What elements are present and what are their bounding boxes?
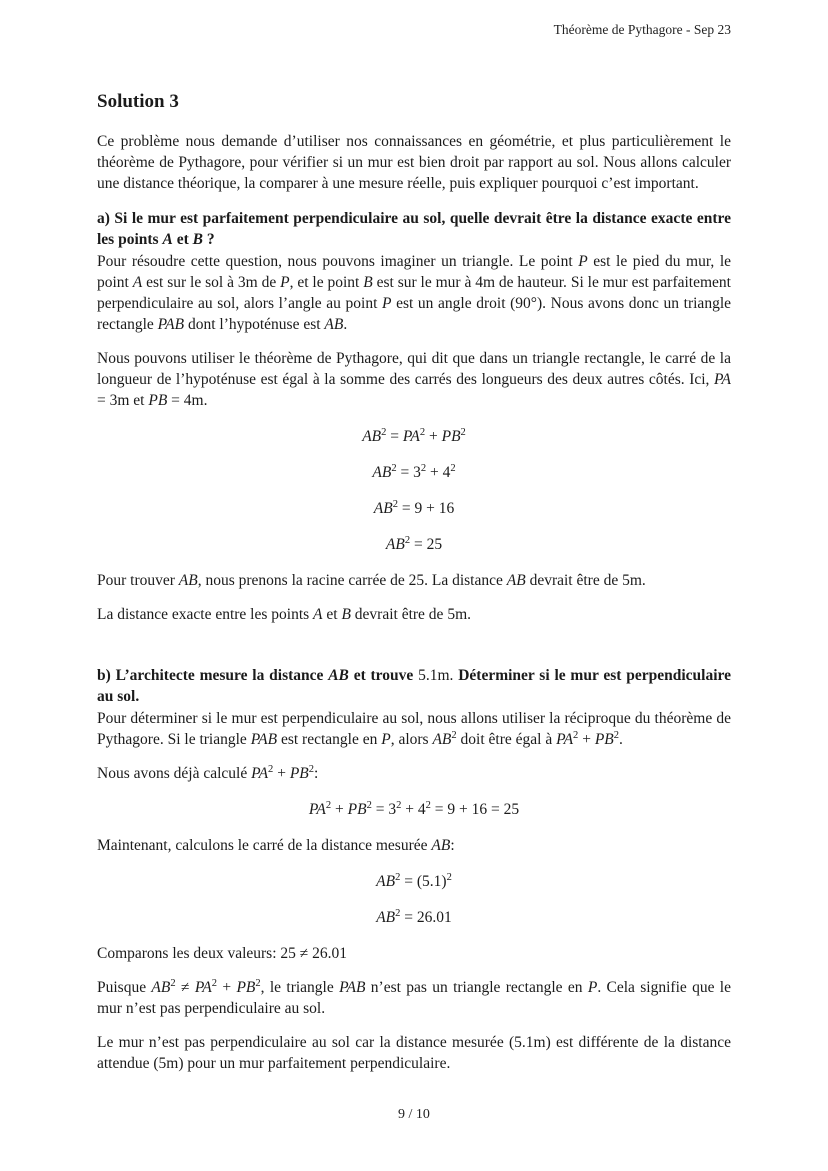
part-b-heading: b) L’architecte mesure la distance AB et trouve 5.1m. Déterminer si le mur est perpendiculaire au sol.	[97, 667, 731, 705]
part-b-paragraph-3: Maintenant, calculons le carré de la distance mesurée AB:	[97, 837, 455, 854]
document-content	[97, 131, 731, 1074]
equation-b-1: $PA^2 + PB^2 = 3^2 + 4^2 = 9 + 16 = 25$	[308, 799, 520, 818]
solution-title: Solution 3	[97, 91, 179, 112]
page-header	[97, 22, 731, 38]
equation-b-2: $AB^2 = (5.1)^2$	[376, 871, 452, 890]
equation-a-2: $AB^2 = 3^2 + 4^2$	[372, 462, 456, 481]
part-b-paragraph-1: Pour déterminer si le mur est perpendiculaire au sol, nous allons utiliser la réciproque du théorème de Pythagore. Si le triangle PAB est rectangle en P, alors $AB^2$ doit être égal à $PA^2 + PB^2$.	[97, 710, 731, 748]
part-a-paragraph-2: Nous pouvons utiliser le théorème de Pythagore, qui dit que dans un triangle rectangle, le carré de la longueur de l’hypoténuse est égal à la somme des carrés des longueurs des deux autres côtés. Ici, PA = 3m et PB = 4m.	[97, 350, 731, 409]
part-a-conclusion: La distance exacte entre les points A et B devrait être de 5m.	[97, 606, 471, 623]
equation-a-4: $AB^2 = 25$	[385, 534, 443, 553]
equation-b-3: $AB^2 = 26.01$	[376, 907, 452, 926]
part-a-paragraph-3: Pour trouver AB, nous prenons la racine carrée de 25. La distance AB devrait être de 5m.	[97, 572, 646, 589]
equation-a-3: $AB^2 = 9 + 16$	[373, 498, 455, 517]
part-b-paragraph-4: Comparons les deux valeurs: 25 ≠ 26.01	[97, 945, 348, 962]
part-a-heading: a) Si le mur est parfaitement perpendiculaire au sol, quelle devrait être la distance exacte entre les points A et B ?	[97, 210, 731, 248]
intro-paragraph: Ce problème nous demande d’utiliser nos connaissances en géométrie, et plus particulièrement le théorème de Pythagore, pour vérifier si un mur est bien droit par rapport au sol. Nous allons calculer une distance théorique, la comparer à une mesure réelle, puis expliquer pourquoi c’est important.	[97, 133, 731, 192]
equation-a-1: $AB^2 = PA^2 + PB^2$	[362, 426, 466, 445]
header-title: Théorème de Pythagore - Sep 23	[553, 22, 731, 37]
part-b-paragraph-5: Puisque $AB^2 \ne PA^2 + PB^2$, le triangle PAB n’est pas un triangle rectangle en P. Cela signifie que le mur n’est pas perpendiculaire au sol.	[97, 977, 731, 1017]
part-b-paragraph-2: Nous avons déjà calculé $PA^2 + PB^2$:	[97, 763, 319, 782]
page-footer	[0, 1107, 828, 1123]
part-b-conclusion: Le mur n’est pas perpendiculaire au sol car la distance mesurée (5.1m) est différente de la distance attendue (5m) pour un mur parfaitement perpendiculaire.	[97, 1034, 731, 1072]
part-a-paragraph-1: Pour résoudre cette question, nous pouvons imaginer un triangle. Le point P est le pied du mur, le point A est sur le sol à 3m de P, et le point B est sur le mur à 4m de hauteur. Si le mur est parfaitement perpendiculaire au sol, alors l’angle au point P est un angle droit (90°). Nous avons donc un triangle rectangle PAB dont l’hypoténuse est AB.	[97, 253, 732, 333]
page-number: 9 / 10	[398, 1107, 430, 1122]
